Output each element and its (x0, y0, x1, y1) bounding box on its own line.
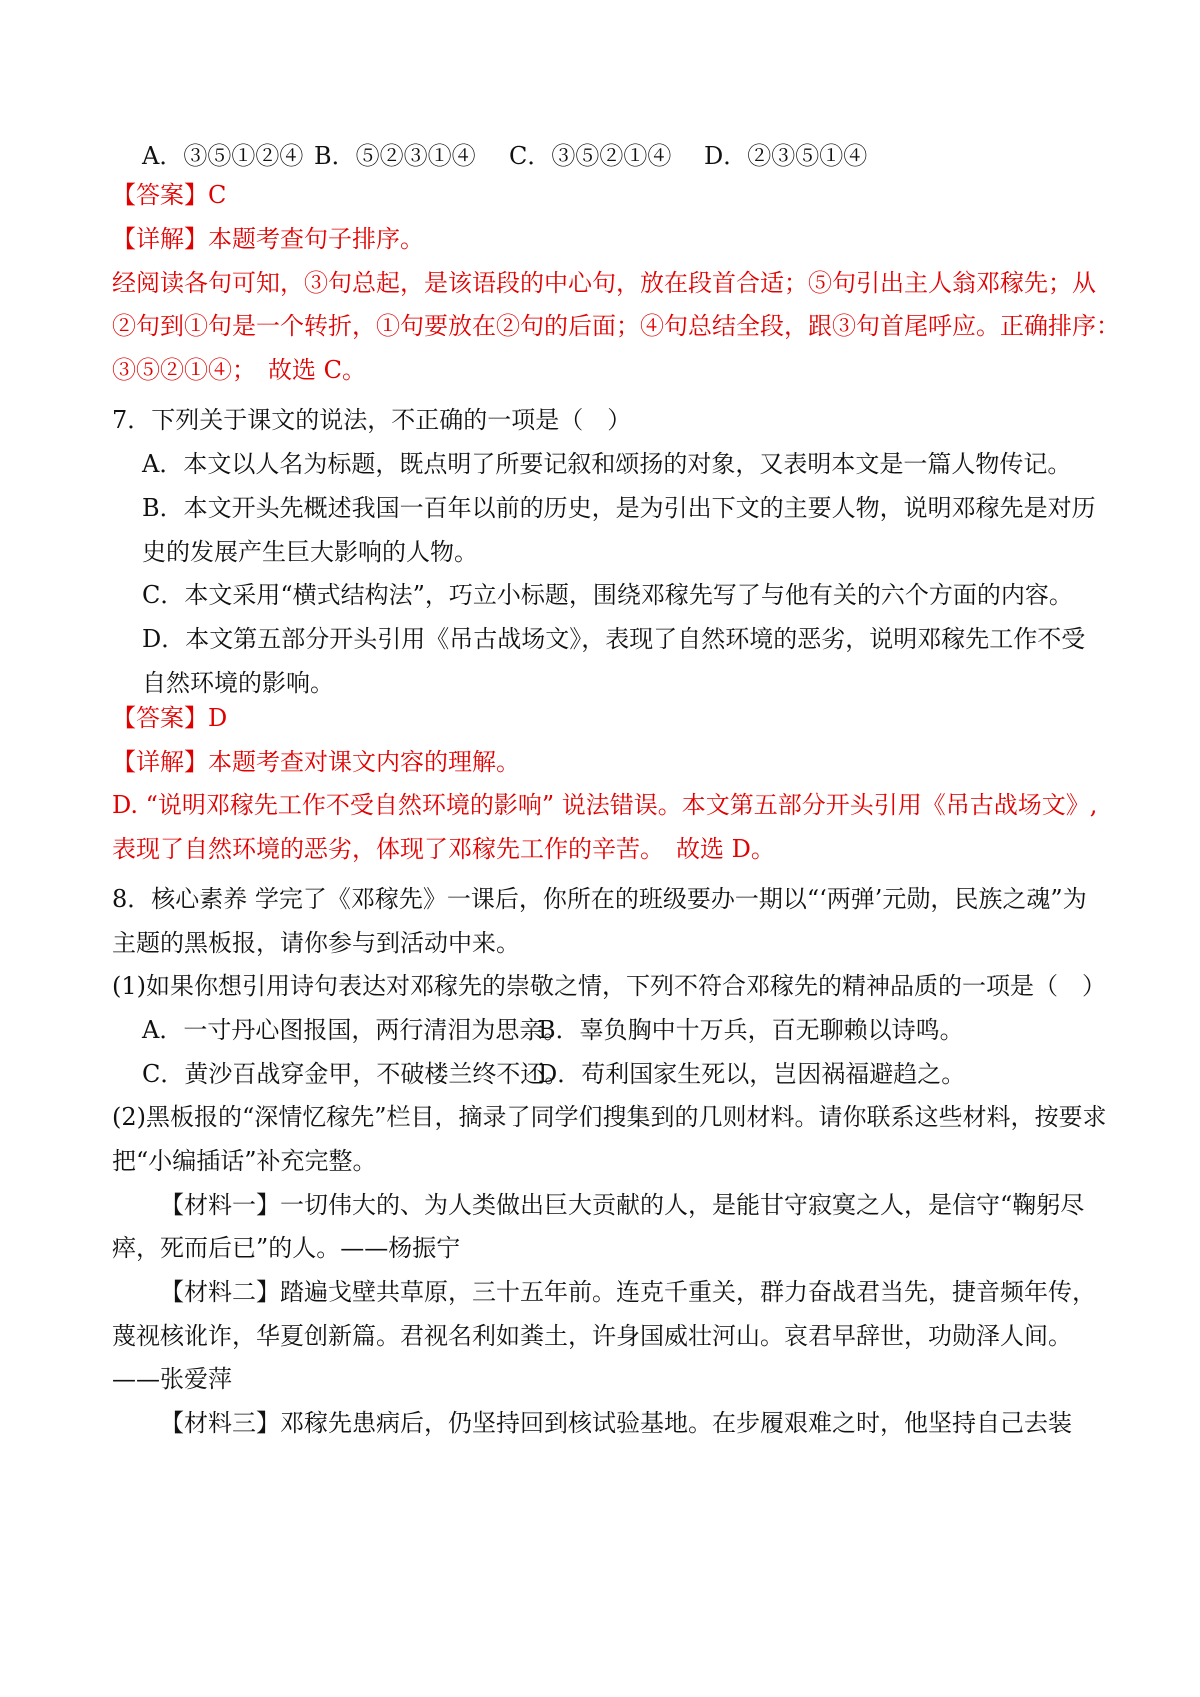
q6-explain-line: ②句到①句是一个转折，①句要放在②句的后面；④句总结全段，跟③句首尾呼应。正确排序： (112, 312, 1120, 340)
q6-option-c: C．③⑤②①④ (509, 142, 672, 170)
q8-sub1-options-row1 (142, 1013, 1132, 1047)
material-two-author: ——张爱萍 (112, 1365, 232, 1393)
material-one-cont: 瘁，死而后已”的人。——杨振宁 (112, 1234, 461, 1262)
q8-sub1-option-c: C．黄沙百战穿金甲，不破楼兰终不还。 (142, 1060, 569, 1088)
material-two-cont: 蔑视核讹诈，华夏创新篇。君视名利如粪土，许身国威壮河山。哀君早辞世，功勋泽人间。 (112, 1322, 1072, 1350)
q6-answer: 【答案】C (112, 181, 227, 209)
q6-option-a: A．③⑤①②④ (142, 142, 304, 170)
q7-option-b-cont: 史的发展产生巨大影响的人物。 (142, 538, 478, 566)
q7-explain-line: D. “说明邓稼先工作不受自然环境的影响” 说法错误。本文第五部分开头引用《吊古战场文》, (112, 791, 1098, 819)
material-three: 【材料三】邓稼先患病后，仍坚持回到核试验基地。在步履艰难之时，他坚持自己去装 (160, 1409, 1072, 1437)
q6-option-d: D．②③⑤①④ (704, 142, 868, 170)
q7-option-d: D．本文第五部分开头引用《吊古战场文》，表现了自然环境的恶劣，说明邓稼先工作不受 (142, 625, 1086, 653)
q8-sub2: (2)黑板报的“深情忆稼先”栏目，摘录了同学们搜集到的几则材料。请你联系这些材料，按要求 (112, 1103, 1107, 1131)
q8-stem: 8．核心素养 学完了《邓稼先》一课后，你所在的班级要办一期以“‘两弹’元勋，民族之魂”为 (112, 885, 1087, 913)
q8-sub1-option-d: D．苟利国家生死以，岂因祸福避趋之。 (538, 1060, 966, 1088)
q7-detail: 【详解】本题考查对课文内容的理解。 (112, 748, 520, 776)
q8-sub1-option-a: A．一寸丹心图报国，两行清泪为思亲。 (142, 1016, 568, 1044)
q7-answer: 【答案】D (112, 704, 228, 732)
q8-sub1-options-row2 (142, 1057, 1132, 1091)
q6-explain-line: 经阅读各句可知，③句总起，是该语段的中心句，放在段首合适；⑤句引出主人翁邓稼先；从 (112, 269, 1096, 297)
q7-option-c: C．本文采用“横式结构法”，巧立小标题，围绕邓稼先写了与他有关的六个方面的内容。 (142, 581, 1073, 609)
q7-stem: 7．下列关于课文的说法，不正确的一项是（ ） (112, 406, 632, 434)
q8-stem-cont: 主题的黑板报，请你参与到活动中来。 (112, 929, 520, 957)
q6-explain-line: ③⑤②①④； 故选 C。 (112, 356, 366, 384)
material-two: 【材料二】踏遍戈壁共草原，三十五年前。连克千重关，群力奋战君当先，捷音频年传， (160, 1278, 1096, 1306)
q6-options (142, 139, 1132, 173)
q7-option-d-cont: 自然环境的影响。 (142, 669, 334, 697)
material-one: 【材料一】一切伟大的、为人类做出巨大贡献的人，是能甘守寂寞之人，是信守“鞠躬尽 (160, 1191, 1085, 1219)
q6-detail: 【详解】本题考查句子排序。 (112, 225, 424, 253)
q8-sub1: (1)如果你想引用诗句表达对邓稼先的崇敬之情，下列不符合邓稼先的精神品质的一项是（ ） (112, 972, 1106, 1000)
q8-sub2-cont: 把“小编插话”补充完整。 (112, 1147, 377, 1175)
q7-explain-line: 表现了自然环境的恶劣，体现了邓稼先工作的辛苦。 故选 D。 (112, 835, 775, 863)
q7-option-b: B．本文开头先概述我国一百年以前的历史，是为引出下文的主要人物，说明邓稼先是对历 (142, 494, 1096, 522)
q6-option-b: B．⑤②③①④ (314, 142, 476, 170)
q7-option-a: A．本文以人名为标题，既点明了所要记叙和颂扬的对象，又表明本文是一篇人物传记。 (142, 450, 1072, 478)
q8-sub1-option-b: B．辜负胸中十万兵，百无聊赖以诗鸣。 (538, 1016, 964, 1044)
